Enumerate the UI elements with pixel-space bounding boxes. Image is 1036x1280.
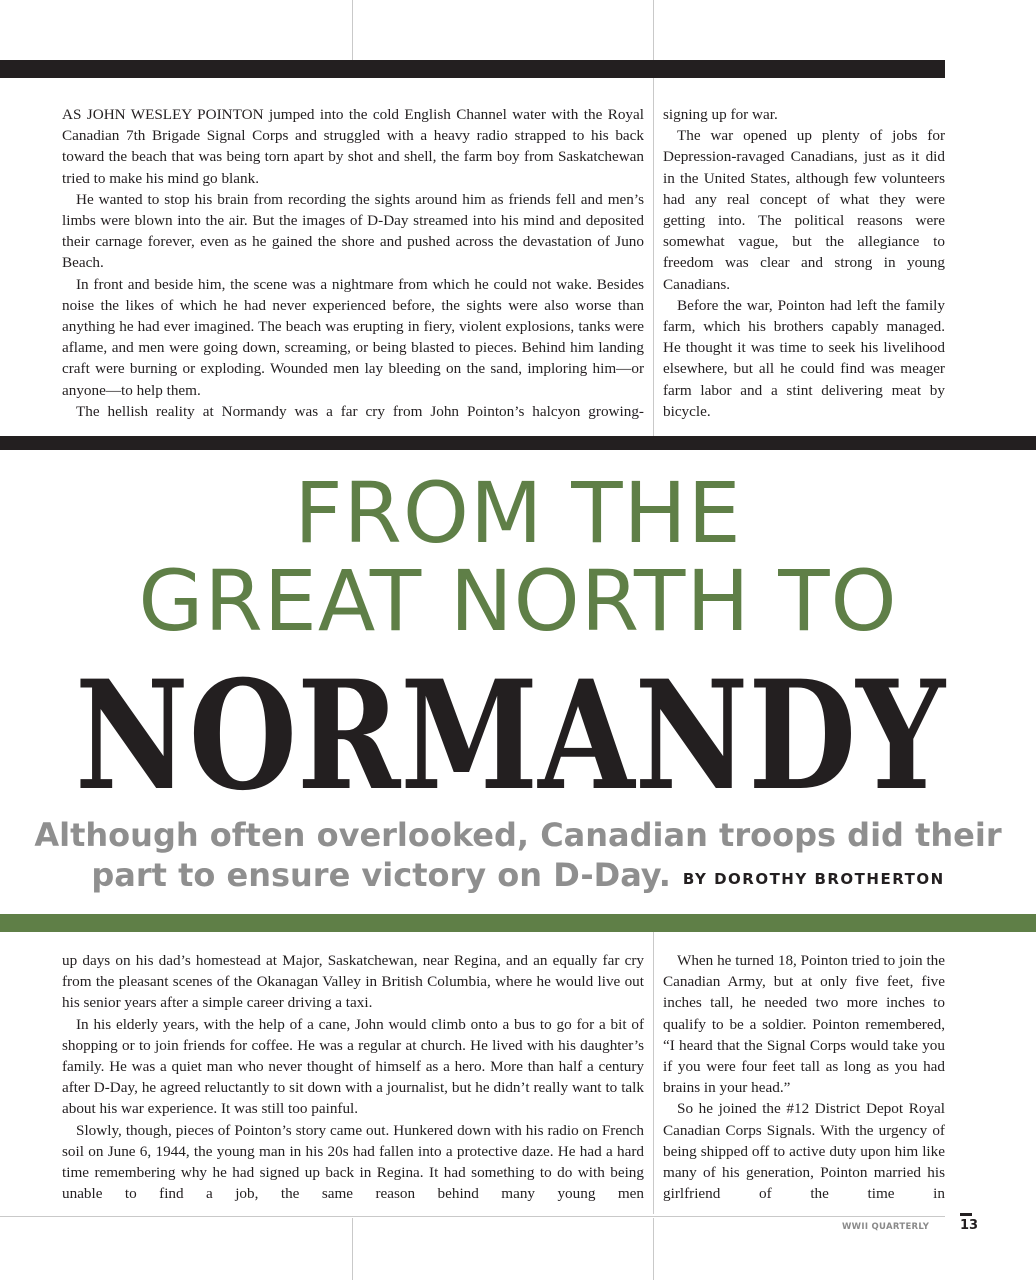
deck-line-2-wrap — [0, 855, 1036, 899]
deck-line-2: part to ensure victory on D-Day. — [91, 856, 671, 894]
green-bar — [0, 914, 1036, 932]
paragraph: up days on his dad’s homestead at Major, Saskatchewan, near Regina, and an equally far cry from the pleasant scenes of the Okanagan Valley in British Columbia, where he would live out his senior years after a simple career driving a taxi. — [62, 952, 644, 1012]
footer-magazine-name: WWII QUARTERLY — [842, 1222, 930, 1232]
deck-line-1: Although often overlooked, Canadian troops did their — [34, 816, 1002, 854]
bottom-left-column — [62, 950, 644, 1204]
paragraph: In front and beside him, the scene was a nightmare from which he could not wake. Besides noise the likes of which he had never experienced before, the sights were also worse than anything he had ever imagined. The beach was erupting in fiery, violent explosions, tanks were aflame, and men were going down, screaming, or being blasted to pieces. Behind him landing craft were burning or exploding. Wounded men lay bleeding on the sand, imploring him—or anyone—to help them. — [62, 275, 644, 399]
page-number: 13 — [960, 1218, 979, 1233]
headline-line-3: NORMANDY — [75, 648, 947, 824]
top-gutter-line-right — [653, 0, 654, 60]
paragraph: So he joined the #12 District Depot Royal Canadian Corps Signals. With the urgency of being shipped off to active duty upon him like many of his generation, Pointon married his girlfriend of the time in — [663, 1100, 945, 1203]
paragraph: Slowly, though, pieces of Pointon’s story came out. Hunkered down with his radio on French soil on June 6, 1944, the young man in his 20s had fallen into a protective daze. He had a hard time remembering why he had signed up back in Regina. It had something to do with being unable to find a job, the same reason behind many young men — [62, 1121, 644, 1203]
paragraph: AS JOHN WESLEY POINTON jumped into the cold English Channel water with the Royal Canadian 7th Brigade Signal Corps and struggled with a heavy radio strapped to his back toward the beach that was being torn apart by shot and shell, the farm boy from Saskatchewan tried to make his mind go blank. — [62, 106, 644, 187]
paragraph: In his elderly years, with the help of a cane, John would climb onto a bus to go for a bit of shopping or to join friends for coffee. He was a regular at church. He lived with his daughter’s family. He was a quiet man who never thought of himself as a hero. More than half a century after D-Day, he agreed reluctantly to sit down with a journalist, but he didn’t really want to talk about his war experience. It was still too painful. — [62, 1015, 644, 1118]
headline-line-1: FROM THE — [294, 464, 742, 562]
byline: BY DOROTHY BROTHERTON — [682, 870, 945, 888]
paragraph: Before the war, Pointon had left the family farm, which his brothers capably managed. He thought it was time to seek his livelihood elsewhere, but all he could find was meager farm labor and a stint delivering meat by bicycle. — [663, 296, 945, 420]
top-black-bar — [0, 60, 945, 78]
folio-mark — [960, 1213, 972, 1216]
headline-line-2: GREAT NORTH TO — [138, 552, 898, 650]
mid-black-bar — [0, 436, 1036, 450]
headline-normandy — [60, 648, 960, 824]
bottom-right-column — [663, 950, 945, 1204]
bottom-rule — [0, 1216, 945, 1217]
top-gutter-line-left — [352, 0, 353, 60]
top-right-column — [663, 104, 945, 422]
top-left-column — [62, 104, 644, 422]
paragraph: signing up for war. — [663, 106, 778, 123]
paragraph: When he turned 18, Pointon tried to join the Canadian Army, but at only five feet, five inches tall, he needed two more inches to qualify to be a soldier. Pointon remembered, “I heard that the Signal Corps would take you if you were four feet tall as long as you had brains in your head.” — [663, 952, 945, 1097]
column-divider-bottom — [653, 932, 654, 1214]
paragraph: He wanted to stop his brain from recording the sights around him as friends fell and men’s limbs were blown into the air. But the images of D-Day streamed into his mind and deposited their carnage forever, even as he gained the shore and pushed across the devastation of Juno Beach. — [62, 190, 644, 272]
column-divider-top — [653, 78, 654, 436]
bottom-gutter-line-right — [653, 1218, 654, 1280]
paragraph: The hellish reality at Normandy was a far cry from John Pointon’s halcyon growing- — [76, 402, 644, 420]
bottom-gutter-line-left — [352, 1218, 353, 1280]
paragraph: The war opened up plenty of jobs for Depression-ravaged Canadians, just as it did in the United States, although few volunteers had any real concept of what they were getting into. The political reasons were somewhat vague, but the allegiance to freedom was clear and strong in young Canadians. — [663, 127, 945, 293]
